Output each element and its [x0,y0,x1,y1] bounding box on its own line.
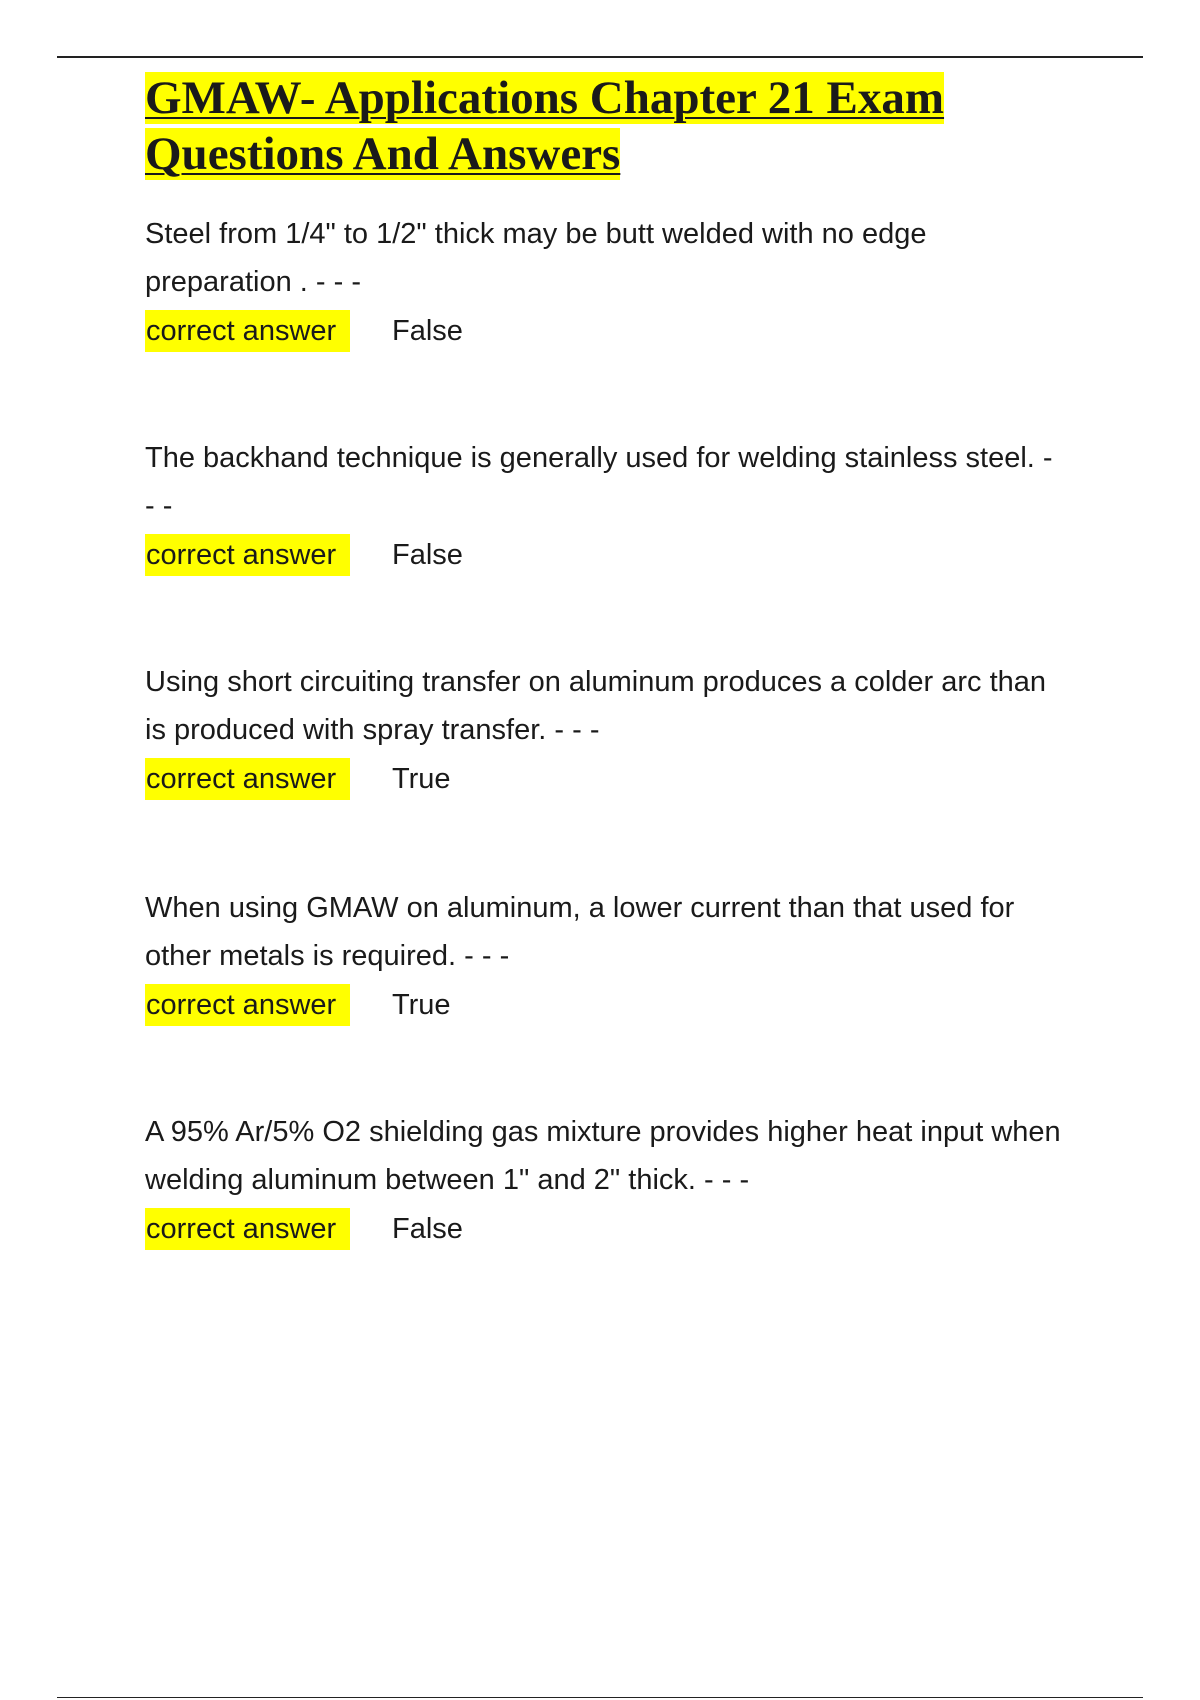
question-text: When using GMAW on aluminum, a lower current than that used for other metals is required. - - - [145,892,1015,972]
answer-value: True [392,989,451,1021]
correct-answer-label: correct answer [145,758,350,800]
document-title [145,70,1025,182]
question-text: The backhand technique is generally used for welding stainless steel. - - - [145,442,1053,522]
document-title-text: GMAW- Applications Chapter 21 Exam Questions And Answers [145,72,945,180]
question-text: A 95% Ar/5% O2 shielding gas mixture provides higher heat input when welding aluminum between 1" and 2" thick. - - - [145,1116,1061,1196]
bottom-divider [57,1697,1143,1698]
qa-item-3 [145,658,1065,803]
answer-row [145,755,1065,803]
correct-answer-label: correct answer [145,310,350,352]
qa-item-2 [145,434,1065,579]
answer-value: False [392,315,463,347]
answer-value: True [392,763,451,795]
answer-value: False [392,1213,463,1245]
answer-value: False [392,539,463,571]
question-text: Steel from 1/4" to 1/2" thick may be butt welded with no edge preparation . - - - [145,218,927,298]
qa-item-5 [145,1108,1065,1253]
correct-answer-label: correct answer [145,1208,350,1250]
qa-item-4 [145,884,1065,1029]
answer-row [145,981,1065,1029]
correct-answer-label: correct answer [145,534,350,576]
top-divider [57,56,1143,58]
qa-item-1 [145,210,1065,355]
question-text: Using short circuiting transfer on aluminum produces a colder arc than is produced with spray transfer. - - - [145,666,1047,746]
correct-answer-label: correct answer [145,984,350,1026]
answer-row [145,531,1065,579]
answer-row [145,307,1065,355]
answer-row [145,1205,1065,1253]
